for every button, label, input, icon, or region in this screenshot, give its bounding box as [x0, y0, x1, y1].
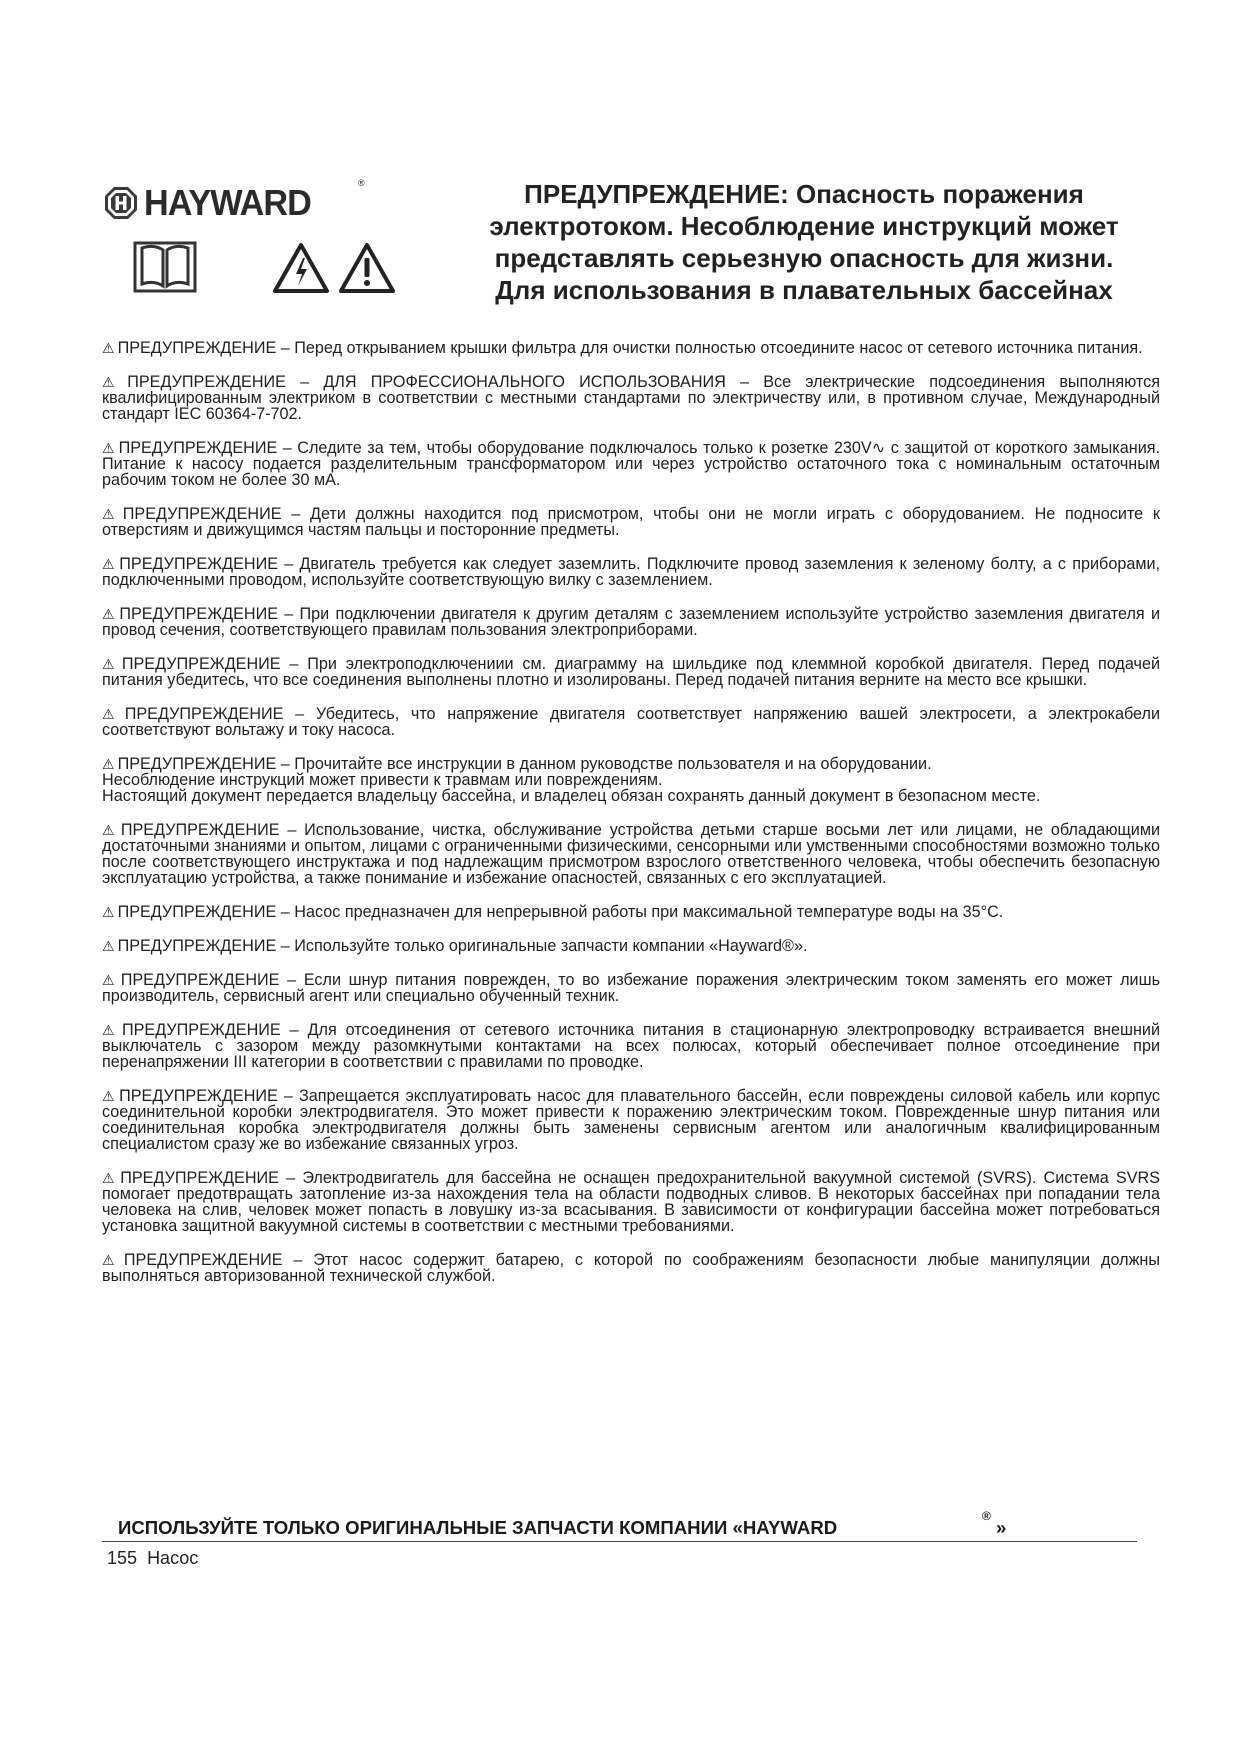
hayward-h-logo-icon — [104, 186, 138, 220]
title-line: Для использования в плавательных бассейнах — [495, 275, 1113, 305]
warning-text: ДЛЯ ПРОФЕССИОНАЛЬНОГО ИСПОЛЬЗОВАНИЯ – Все электрические подсоединения выполняются квалифицированным электриком в соответствии с местными стандартами по электричеству или, в противном случае, Международный стандарт IEC 60364-7-702. — [102, 373, 1161, 423]
warning-label: ПРЕДУПРЕЖДЕНИЕ — [120, 821, 280, 839]
warning-triangle-icon: ⚠ — [102, 1170, 118, 1186]
warning-label: ПРЕДУПРЕЖДЕНИЕ — [117, 903, 277, 921]
warning-triangle-icon: ⚠ — [102, 972, 118, 988]
warning-triangle-icon: ⚠ — [102, 556, 117, 572]
warning-item: ⚠ ПРЕДУПРЕЖДЕНИЕ – ДЛЯ ПРОФЕССИОНАЛЬНОГО ИСПОЛЬЗОВАНИЯ – Все электрические подсоединения выполняются квалифицированным электриком в соответствии с местными стандартами по электричеству или, в противном случае, Международный стандарт IEC 60364-7-702. — [102, 373, 1161, 423]
warning-text: Двигатель требуется как следует заземлить. Подключите провод заземления к зеленому болту, а с приборами, подключенными проводом, используйте соответствующую вилку с заземлением. — [102, 555, 1160, 589]
manual-book-icon — [132, 238, 198, 294]
warning-text: При электроподключениии см. диаграмму на шильдике под клеммной коробкой двигателя. Перед подачей питания убедитесь, что все соединения выполнены плотно и изолированы. Перед подачей питания верните на место все крышки. — [102, 655, 1160, 689]
genuine-parts-closing-quote: » — [996, 1517, 1007, 1538]
warning-text: Следите за тем, чтобы оборудование подключалось только к розетке 230V∿ с защитой от короткого замыкания. Питание к насосу подается разделительным трансформатором или через устройство остаточного тока с номинальным остаточным рабочим током не более 30 мА. — [102, 439, 1160, 489]
brand-registered-mark: ® — [358, 178, 365, 188]
warning-label: ПРЕДУПРЕЖДЕНИЕ — [122, 505, 282, 523]
warning-triangle-icon: ⚠ — [102, 506, 120, 522]
warning-item: ⚠ ПРЕДУПРЕЖДЕНИЕ – Насос предназначен для непрерывной работы при максимальной температуре воды на 35°C. — [102, 903, 1004, 921]
brand-name: HAYWARD — [144, 182, 311, 223]
page-footer — [107, 1548, 198, 1569]
warning-text: Используйте только оригинальные запчасти компании «Hayward®». — [294, 937, 808, 955]
warning-item: ⚠ ПРЕДУПРЕЖДЕНИЕ – Если шнур питания поврежден, то во избежание поражения электрическим током заменять его может лишь производитель, сервисный агент или специально обученный техник. — [102, 971, 1161, 1005]
warning-label: ПРЕДУПРЕЖДЕНИЕ — [117, 755, 277, 773]
warning-triangle-icon: ⚠ — [102, 1022, 119, 1038]
genuine-parts-notice: ИСПОЛЬЗУЙТЕ ТОЛЬКО ОРИГИНАЛЬНЫЕ ЗАПЧАСТИ КОМПАНИИ «HAYWARD — [118, 1517, 838, 1538]
warning-text: Этот насос содержит батарею, с которой по соображениям безопасности любые манипуляции должны выполняться авторизованной технической службой. — [102, 1251, 1160, 1285]
warning-triangle-icon: ⚠ — [102, 606, 117, 622]
warning-item: ⚠ ПРЕДУПРЕЖДЕНИЕ – Двигатель требуется как следует заземлить. Подключите провод заземления к зеленому болту, а с приборами, подключенными проводом, используйте соответствующую вилку с заземлением. — [102, 555, 1160, 589]
warning-item: ⚠ ПРЕДУПРЕЖДЕНИЕ – При электроподключениии см. диаграмму на шильдике под клеммной коробкой двигателя. Перед подачей питания убедитесь, что все соединения выполнены плотно и изолированы. Перед подачей питания верните на место все крышки. — [102, 655, 1160, 689]
warning-title — [464, 178, 1144, 306]
warning-text: Прочитайте все инструкции в данном руководстве пользователя и на оборудовании. Несоблюдение инструкций может привести к травмам или повреждениям. Настоящий документ передается владельцу бассейна, и владелец обязан сохранять данный документ в безопасном месте. — [102, 755, 1041, 805]
warning-label: ПРЕДУПРЕЖДЕНИЕ — [121, 655, 281, 673]
brand-logo — [104, 182, 320, 224]
warning-label: ПРЕДУПРЕЖДЕНИЕ — [117, 339, 277, 357]
warning-triangle-icon: ⚠ — [102, 656, 119, 672]
warning-item: ⚠ ПРЕДУПРЕЖДЕНИЕ – Перед открыванием крышки фильтра для очистки полностью отсоедините насос от сетевого источника питания. — [102, 339, 1143, 357]
warning-item: ⚠ ПРЕДУПРЕЖДЕНИЕ – Электродвигатель для бассейна не оснащен предохранительной вакуумной системой (SVRS). Система SVRS помогает предотвращать затопление из-за нахождения тела на области подводных сливов. В некоторых бассейнах при попадании тела человека на слив, человек может попасть в ловушку из-за всасывания. В зависимости от конфигурации бассейна может потребоваться установка защитной вакуумной системы в соответствии с местными требованиями. — [102, 1169, 1160, 1235]
warning-item: ⚠ ПРЕДУПРЕЖДЕНИЕ – При подключении двигателя к другим деталям с заземлением используйте устройство заземления двигателя и провод сечения, соответствующего правилам пользования электроприборами. — [102, 605, 1160, 639]
warning-label: ПРЕДУПРЕЖДЕНИЕ — [117, 937, 277, 955]
warning-triangle-icon: ⚠ — [102, 1088, 117, 1104]
warning-label: ПРЕДУПРЕЖДЕНИЕ — [127, 373, 286, 391]
warning-item: ⚠ ПРЕДУПРЕЖДЕНИЕ – Прочитайте все инструкции в данном руководстве пользователя и на оборудовании. Несоблюдение инструкций может привести к травмам или повреждениям. Настоящий документ передается владельцу бассейна, и владелец обязан сохранять данный документ в безопасном месте. — [102, 755, 1041, 805]
warning-triangle-icon: ⚠ — [102, 706, 122, 722]
warning-text: Перед открыванием крышки фильтра для очистки полностью отсоедините насос от сетевого источника питания. — [294, 339, 1143, 357]
title-line: ПРЕДУПРЕЖДЕНИЕ: Опасность поражения — [524, 179, 1084, 209]
title-line: электротоком. Несоблюдение инструкций может — [489, 211, 1119, 241]
warning-triangle-icon: ⚠ — [102, 1252, 121, 1268]
warning-triangle-icon: ⚠ — [102, 374, 125, 390]
electric-hazard-icon — [272, 242, 330, 294]
warning-item: ⚠ ПРЕДУПРЕЖДЕНИЕ – Для отсоединения от сетевого источника питания в стационарную электропроводку встраивается внешний выключатель с зазором между разомкнутыми контактами на всех полюсах, который обеспечивает полное отсоединение при перенапряжении III категории в соответствии с правилами по проводке. — [102, 1021, 1160, 1071]
warning-label: ПРЕДУПРЕЖДЕНИЕ — [119, 1087, 278, 1105]
hazard-icons — [272, 242, 396, 294]
warning-label: ПРЕДУПРЕЖДЕНИЕ — [119, 605, 279, 623]
warning-text: Убедитесь, что напряжение двигателя соответствует напряжению вашей электросети, а электрокабели соответствуют вольтажу и току насоса. — [102, 705, 1161, 739]
warning-item: ⚠ ПРЕДУПРЕЖДЕНИЕ – Запрещается эксплуатировать насос для плавательного бассейн, если повреждены силовой кабель или корпус соединительной коробки электродвигателя. Это может привести к поражению электрическим током. Поврежденные шнур питания или соединительная коробка электродвигателя должны быть заменены сервисным агентом или аналогичным квалифицированным специалистом сразу же во избежание связанных угроз. — [102, 1087, 1160, 1153]
warning-item: ⚠ ПРЕДУПРЕЖДЕНИЕ – Дети должны находится под присмотром, чтобы они не могли играть с оборудованием. Не подносите к отверстиям и движущимся частям пальцы и посторонние предметы. — [102, 505, 1160, 539]
page-number: 155 — [107, 1548, 138, 1568]
warning-text: Электродвигатель для бассейна не оснащен предохранительной вакуумной системой (SVRS). Система SVRS помогает предотвращать затопление из-за нахождения тела на области подводных сливов. В некоторых бассейнах при попадании тела человека на слив, человек может попасть в ловушку из-за всасывания. В зависимости от конфигурации бассейна может потребоваться установка защитной вакуумной системы в соответствии с местными требованиями. — [102, 1169, 1160, 1235]
footer-divider — [102, 1541, 1137, 1542]
warning-item: ⚠ ПРЕДУПРЕЖДЕНИЕ – Используйте только оригинальные запчасти компании «Hayward®». — [102, 937, 808, 955]
warning-item: ⚠ ПРЕДУПРЕЖДЕНИЕ – Убедитесь, что напряжение двигателя соответствует напряжению вашей электросети, а электрокабели соответствуют вольтажу и току насоса. — [102, 705, 1161, 739]
warning-item: ⚠ ПРЕДУПРЕЖДЕНИЕ – Использование, чистка, обслуживание устройства детьми старше восьми лет или лицами, не обладающими достаточными знаниями и опытом, лицами с ограниченными физическими, сенсорными или умственными способностями возможно только после соответствующего инструктажа и под надлежащим присмотром взрослого ответственного человека, чтобы обеспечить безопасную эксплуатацию устройства, а также понимание и избежание опасностей, связанных с его эксплуатацией. — [102, 821, 1160, 887]
document-header — [104, 178, 1154, 318]
safety-icons — [132, 238, 396, 294]
title-line: представлять серьезную опасность для жизни. — [494, 243, 1114, 273]
warning-text: Для отсоединения от сетевого источника питания в стационарную электропроводку встраивается внешний выключатель с зазором между разомкнутыми контактами на всех полюсах, который обеспечивает полное отсоединение при перенапряжении III категории в соответствии с правилами по проводке. — [102, 1021, 1160, 1071]
general-warning-icon — [338, 242, 396, 294]
warning-triangle-icon: ⚠ — [102, 440, 116, 456]
warning-label: ПРЕДУПРЕЖДЕНИЕ — [118, 439, 278, 457]
warning-text: Если шнур питания поврежден, то во избежание поражения электрическим током заменять его может лишь производитель, сервисный агент или специально обученный техник. — [102, 971, 1161, 1005]
warning-text: Дети должны находится под присмотром, чтобы они не могли играть с оборудованием. Не подносите к отверстиям и движущимся частям пальцы и посторонние предметы. — [102, 505, 1160, 539]
warning-item: ⚠ ПРЕДУПРЕЖДЕНИЕ – Следите за тем, чтобы оборудование подключалось только к розетке 230V∿ с защитой от короткого замыкания. Питание к насосу подается разделительным трансформатором или через устройство остаточного тока с номинальным остаточным рабочим током не более 30 мА. — [102, 439, 1160, 489]
warning-text: Запрещается эксплуатировать насос для плавательного бассейн, если повреждены силовой кабель или корпус соединительной коробки электродвигателя. Это может привести к поражению электрическим током. Поврежденные шнур питания или соединительная коробка электродвигателя должны быть заменены сервисным агентом или аналогичным квалифицированным специалистом сразу же во избежание связанных угроз. — [102, 1087, 1160, 1153]
section-name: Насос — [147, 1548, 199, 1568]
warning-label: ПРЕДУПРЕЖДЕНИЕ — [120, 971, 280, 989]
warning-triangle-icon: ⚠ — [102, 822, 118, 838]
warning-text: Использование, чистка, обслуживание устройства детьми старше восьми лет или лицами, не обладающими достаточными знаниями и опытом, лицами с ограниченными физическими, сенсорными или умственными способностями возможно только после соответствующего инструктажа и под надлежащим присмотром взрослого ответственного человека, чтобы обеспечить безопасную эксплуатацию устройства, а также понимание и избежание опасностей, связанных с его эксплуатацией. — [102, 821, 1160, 887]
warning-item: ⚠ ПРЕДУПРЕЖДЕНИЕ – Этот насос содержит батарею, с которой по соображениям безопасности любые манипуляции должны выполняться авторизованной технической службой. — [102, 1251, 1160, 1285]
warning-label: ПРЕДУПРЕЖДЕНИЕ — [120, 1169, 279, 1187]
warning-triangle-icon: ⚠ — [102, 938, 115, 954]
warning-label: ПРЕДУПРЕЖДЕНИЕ — [121, 1021, 281, 1039]
warning-text: При подключении двигателя к другим деталям с заземлением используйте устройство заземления двигателя и провод сечения, соответствующего правилам пользования электроприборами. — [102, 605, 1160, 639]
warnings-list — [102, 340, 1160, 1302]
warning-triangle-icon: ⚠ — [102, 904, 115, 920]
genuine-parts-registered-mark: ® — [982, 1509, 991, 1523]
warning-label: ПРЕДУПРЕЖДЕНИЕ — [124, 705, 284, 723]
warning-triangle-icon: ⚠ — [102, 340, 115, 356]
warning-label: ПРЕДУПРЕЖДЕНИЕ — [123, 1251, 283, 1269]
warning-triangle-icon: ⚠ — [102, 756, 115, 772]
warning-label: ПРЕДУПРЕЖДЕНИЕ — [119, 555, 278, 573]
warning-text: Насос предназначен для непрерывной работы при максимальной температуре воды на 35°C. — [294, 903, 1004, 921]
